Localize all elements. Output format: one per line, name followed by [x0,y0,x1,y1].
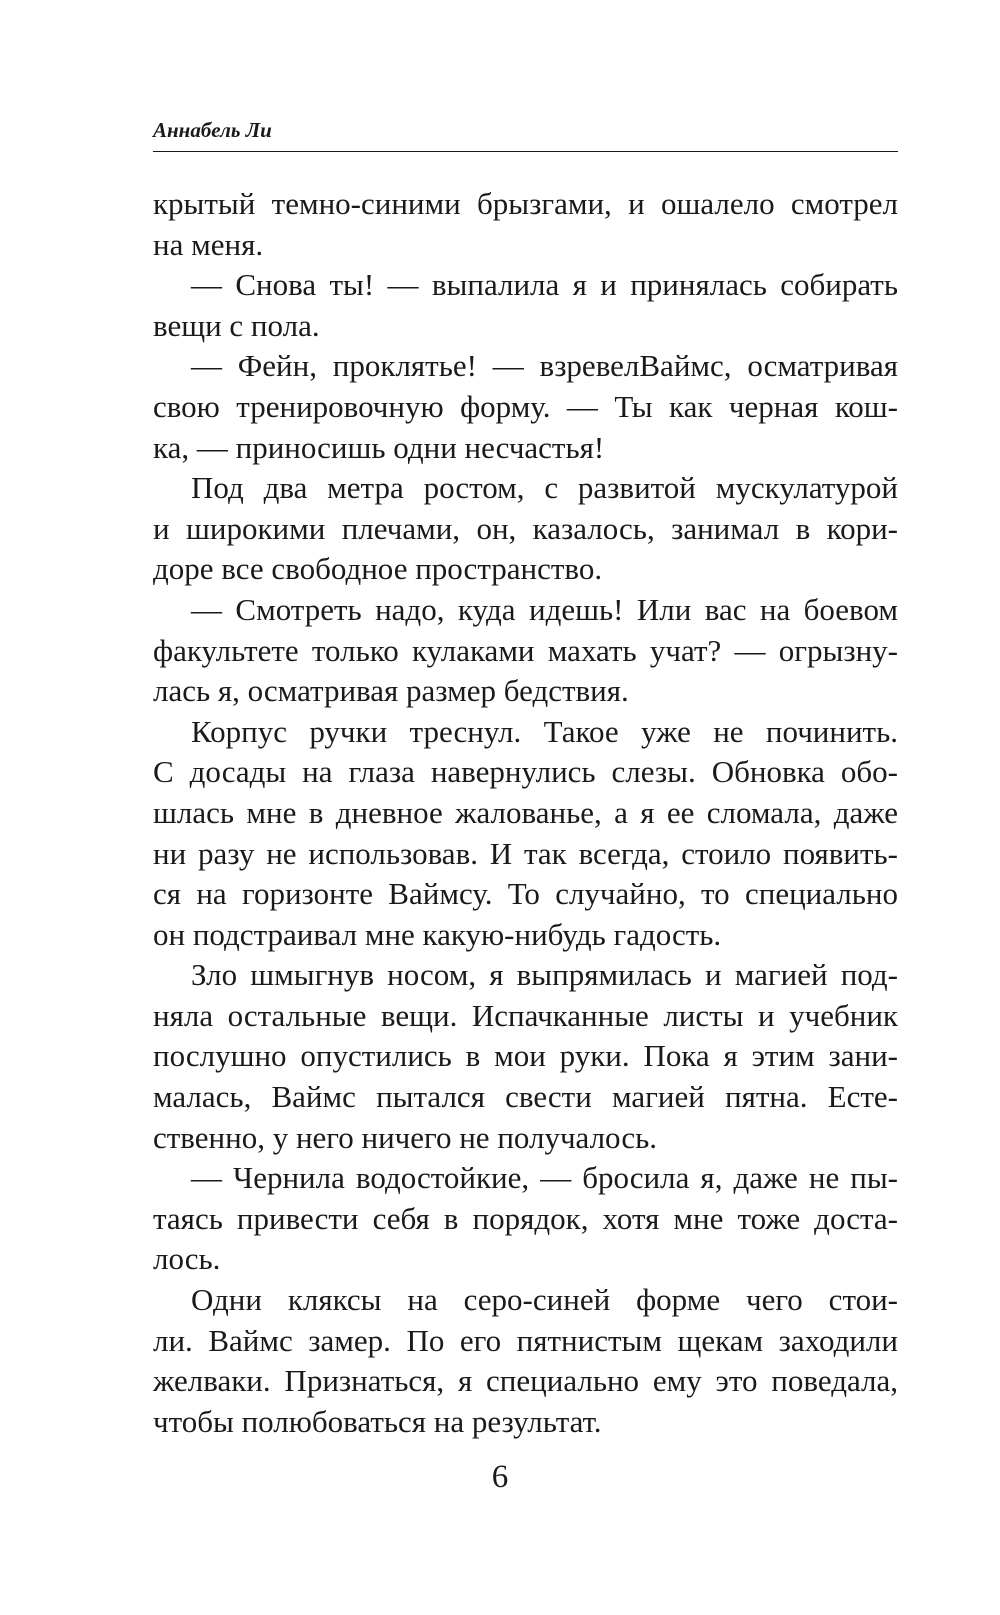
text-line: свою тренировочную форму. — Ты как черная кош- [153,388,898,424]
text-line: шлась мне в дневное жалованье, а я ее сломала, даже [153,794,898,830]
text-line: и широкими плечами, он, казалось, занимал в кори- [153,510,898,546]
text-line: ни разу не использовав. И так всегда, стоило появить- [153,835,898,871]
page-number: 6 [491,1459,509,1495]
text-line: ся на горизонте Ваймсу. То случайно, то специально [153,876,898,912]
body-text [153,184,898,1442]
text-line: — Снова ты! — выпалила я и принялась собирать [191,267,898,303]
text-line: малась, Ваймс пытался свести магией пятна. Есте- [153,1079,898,1115]
text-line: на меня. [153,226,264,262]
text-line: ка, — приносишь одни несчастья! [153,429,605,465]
header-rule [153,151,898,152]
text-line: послушно опустились в мои руки. Пока я этим зани- [153,1038,898,1074]
text-line: лось. [153,1241,221,1277]
text-line: — Чернила водостойкие, — бросила я, даже не пы- [191,1160,898,1196]
text-line: — Смотреть надо, куда идешь! Или вас на боевом [191,591,898,627]
text-line: Зло шмыгнув носом, я выпрямилась и магией под- [191,957,898,993]
text-line: таясь привести себя в порядок, хотя мне тоже доста- [153,1200,898,1236]
text-line: вещи с пола. [153,307,320,343]
text-line: няла остальные вещи. Испачканные листы и учебник [153,997,898,1033]
text-line: С досады на глаза навернулись слезы. Обновка обо- [153,754,898,790]
text-line: факультете только кулаками махать учат? — огрызну- [153,632,898,668]
text-line: Корпус ручки треснул. Такое уже не починить. [191,713,898,749]
text-line: желваки. Признаться, я специально ему это поведала, [153,1363,898,1399]
text-line: лась я, осматривая размер бедствия. [153,673,629,709]
text-line: доре все свободное пространство. [153,551,603,587]
text-line: Под два метра ростом, с развитой мускулатурой [191,470,898,506]
text-line: — Фейн, проклятье! — взревелВаймс, осматривая [191,348,898,384]
text-line: ственно, у него ничего не получалось. [153,1119,657,1155]
text-line: ли. Ваймс замер. По его пятнистым щекам заходили [153,1322,898,1358]
text-line: крытый темно-синими брызгами, и ошалело смотрел [153,186,898,221]
running-header: Аннабель Ли [153,118,272,142]
text-line: чтобы полюбоваться на результат. [153,1403,602,1439]
text-line: Одни кляксы на серо-синей форме чего стои- [191,1282,898,1318]
text-line: он подстраивал мне какую-нибудь гадость. [153,916,722,952]
